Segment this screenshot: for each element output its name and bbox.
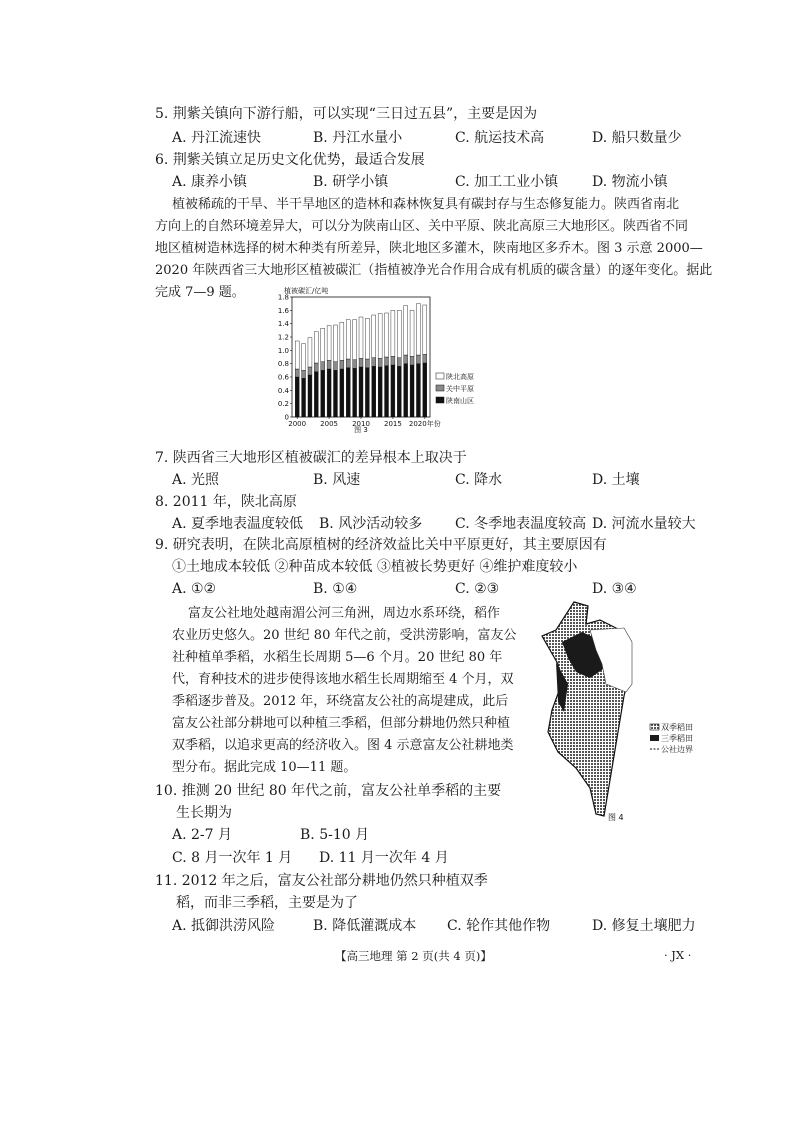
- bar-north-2010: [359, 317, 363, 358]
- y-tick-label: 1.4: [277, 320, 289, 329]
- bar-south-2003: [314, 372, 318, 417]
- passage1-line-2: 方向上的自然环境差异大，可以分为陕南山区、关中平原、陕北高原三大地形区。陕西省不同: [155, 219, 689, 234]
- q9-option-a: A. ①②: [172, 581, 217, 597]
- q6-option-d: D. 物流小镇: [592, 174, 668, 190]
- legend-swatch: [436, 385, 444, 391]
- q5-stem: 5. 荆紫关镇向下游行船，可以实现“三日过五县”，主要是因为: [155, 106, 538, 122]
- legend-label: 陕南山区: [446, 397, 474, 405]
- passage2-line-7: 双季稻，以追求更高的经济收入。图 4 示意富友公社耕地类: [172, 738, 514, 753]
- carbon-sink-chart: [252, 283, 492, 435]
- bar-north-2005: [327, 326, 331, 361]
- bar-south-2013: [378, 367, 382, 417]
- bar-central-2015: [391, 356, 395, 365]
- q11-stem-2: 稻，而非三季稻，主要是为了: [176, 895, 358, 911]
- y-tick-label: 0: [284, 413, 289, 422]
- x-tick-label: 2010: [352, 420, 370, 428]
- bar-central-2005: [327, 360, 331, 369]
- bar-central-2001: [302, 370, 306, 378]
- bar-central-2014: [385, 357, 389, 366]
- map-caption: 图 4: [608, 813, 624, 822]
- bar-north-2009: [353, 320, 357, 360]
- passage2-line-3: 社种植单季稻，水稻生长周期 5—6 个月。20 世纪 80 年: [172, 650, 503, 665]
- bar-central-2012: [372, 358, 376, 367]
- q11-option-b: B. 降低灌溉成本: [313, 918, 417, 934]
- y-tick-label: 0.2: [277, 400, 289, 409]
- bar-north-2012: [372, 315, 376, 358]
- passage1-line-4: 2020 年陕西省三大地形区植被碳汇（指植被净光合作用合成有机质的碳含量）的逐年变化。据此: [155, 263, 713, 278]
- passage2-line-8: 型分布。据此完成 10—11 题。: [172, 760, 357, 775]
- q10-option-d: D. 11 月一次年 4 月: [319, 850, 449, 866]
- bar-south-2011: [365, 368, 369, 417]
- bar-north-2016: [397, 310, 401, 357]
- chart-caption: 图 3: [354, 426, 368, 434]
- bar-south-2007: [340, 369, 344, 417]
- footer-page: 【高三地理 第 2 页(共 4 页)】: [335, 949, 492, 963]
- q5-option-d: D. 船只数量少: [592, 130, 682, 146]
- passage1-line-1: 植被稀疏的干旱、半干旱地区的造林和森林恢复具有碳封存与生态修复能力。陕西省南北: [172, 197, 680, 212]
- passage2-line-5: 季稻逐步普及。2012 年，环绕富友公社的高堤建成，此后: [172, 694, 509, 709]
- bar-south-2009: [353, 368, 357, 417]
- q8-option-c: C. 冬季地表温度较高: [455, 516, 587, 532]
- bar-north-2001: [302, 344, 306, 371]
- q11-option-c: C. 轮作其他作物: [447, 918, 551, 934]
- q8-option-b: B. 风沙活动较多: [319, 516, 423, 532]
- bar-south-2016: [397, 366, 401, 417]
- y-tick-label: 0.4: [277, 386, 289, 395]
- bar-south-2001: [302, 378, 306, 417]
- legend-swatch: [436, 373, 444, 379]
- q9-option-c: C. ②③: [455, 581, 500, 597]
- bar-south-2008: [346, 368, 350, 417]
- q5-option-b: B. 丹江水量小: [313, 130, 403, 146]
- passage1-line-3: 地区植树造林选择的树木种类有所差异，陕北地区多灌木，陕南地区多乔木。图 3 示意 2000—: [155, 241, 703, 256]
- q9-stem: 9. 研究表明，在陕北高原植树的经济效益比关中平原更好，其主要原因有: [155, 537, 607, 553]
- bar-south-2002: [308, 375, 312, 417]
- q10-stem-1: 10. 推测 20 世纪 80 年代之前，富友公社单季稻的主要: [155, 783, 502, 799]
- q7-option-b: B. 风速: [313, 472, 361, 488]
- bar-central-2004: [321, 362, 325, 371]
- bar-south-2017: [404, 364, 408, 417]
- bar-south-2010: [359, 367, 363, 417]
- bar-south-2005: [327, 369, 331, 417]
- q8-option-a: A. 夏季地表温度较低: [172, 516, 304, 532]
- bar-central-2003: [314, 363, 318, 372]
- bar-north-2019: [416, 304, 420, 355]
- q6-option-a: A. 康养小镇: [172, 174, 248, 190]
- q9-option-b: B. ①④: [313, 581, 358, 597]
- bar-north-2018: [410, 310, 414, 356]
- bar-central-2013: [378, 358, 382, 367]
- x-tick-label: 2020年份: [408, 420, 441, 428]
- y-tick-label: 0.8: [277, 360, 289, 369]
- bar-north-2020: [423, 305, 427, 354]
- y-axis-label: 植被碳汇/亿吨: [284, 287, 329, 295]
- x-tick-label: 2015: [383, 420, 402, 428]
- q5-option-c: C. 航运技术高: [455, 130, 545, 146]
- bar-central-2008: [346, 359, 350, 368]
- q7-option-c: C. 降水: [455, 472, 503, 488]
- bar-north-2004: [321, 328, 325, 361]
- q8-option-d: D. 河流水量较大: [592, 516, 696, 532]
- x-tick-label: 2000: [288, 420, 307, 428]
- bar-north-2014: [385, 313, 389, 357]
- passage2-line-6: 富友公社部分耕地可以种植三季稻，但部分耕地仍然只种植: [172, 716, 511, 731]
- bar-central-2009: [353, 360, 357, 369]
- passage2-line-2: 农业历史悠久。20 世纪 80 年代之前，受洪涝影响，富友公: [172, 628, 517, 643]
- legend-double-crop: 双季稻田: [661, 723, 693, 732]
- bar-north-2008: [346, 320, 350, 359]
- bar-north-2002: [308, 338, 312, 367]
- footer-code: · JX ·: [664, 948, 692, 962]
- y-tick-label: 1.8: [277, 293, 289, 302]
- bar-central-2007: [340, 360, 344, 369]
- q10-option-c: C. 8 月一次年 1 月: [172, 850, 293, 866]
- q6-option-b: B. 研学小镇: [313, 174, 389, 190]
- q11-option-a: A. 抵御洪涝风险: [172, 918, 276, 934]
- bar-central-2018: [410, 356, 414, 365]
- bar-central-2017: [404, 355, 408, 364]
- bar-south-2006: [333, 370, 337, 417]
- bar-central-2006: [333, 362, 337, 371]
- legend-label: 陕北高原: [446, 373, 474, 381]
- bar-north-2011: [365, 318, 369, 359]
- y-tick-label: 0.6: [277, 373, 289, 382]
- bar-north-2013: [378, 314, 382, 359]
- legend-swatch: [436, 397, 444, 403]
- bar-central-2011: [365, 359, 369, 368]
- bar-central-2010: [359, 358, 363, 367]
- legend-boundary: 公社边界: [661, 745, 693, 754]
- bar-central-2000: [295, 369, 299, 377]
- legend-label: 关中平原: [446, 385, 474, 393]
- bar-south-2004: [321, 370, 325, 417]
- bar-north-2007: [340, 322, 344, 360]
- passage2-line-4: 代，育种技术的进步使得该地水稻生长周期缩至 4 个月，双: [172, 672, 514, 687]
- q7-option-a: A. 光照: [172, 472, 220, 488]
- q11-option-d: D. 修复土壤肥力: [592, 918, 696, 934]
- q10-stem-2: 生长期为: [176, 805, 232, 821]
- bar-central-2002: [308, 367, 312, 375]
- commune-map: [528, 592, 708, 824]
- q10-option-b: B. 5-10 月: [300, 827, 370, 843]
- y-tick-label: 1.0: [277, 346, 289, 355]
- q7-stem: 7. 陕西省三大地形区植被碳汇的差异根本上取决于: [155, 450, 467, 466]
- legend-triple-crop: 三季稻田: [661, 734, 693, 743]
- q9-items: ①土地成本较低 ②种苗成本较低 ③植被长势更好 ④维护难度较小: [172, 559, 578, 575]
- q11-stem-1: 11. 2012 年之后，富友公社部分耕地仍然只种植双季: [155, 873, 488, 889]
- bar-south-2012: [372, 366, 376, 417]
- q8-stem: 8. 2011 年，陕北高原: [155, 494, 297, 510]
- bar-south-2000: [295, 377, 299, 417]
- passage2-line-1: 富友公社地处越南湄公河三角洲，周边水系环绕，稻作: [188, 606, 501, 621]
- bar-north-2017: [404, 306, 408, 355]
- bar-central-2016: [397, 358, 401, 367]
- x-tick-label: 2005: [320, 420, 339, 428]
- q9-option-d: D. ③④: [592, 581, 637, 597]
- bar-north-2000: [295, 341, 299, 369]
- bar-south-2018: [410, 365, 414, 417]
- bar-south-2020: [423, 363, 427, 417]
- y-tick-label: 1.6: [277, 306, 289, 315]
- passage1-line-5: 完成 7—9 题。: [155, 285, 245, 300]
- q7-option-d: D. 土壤: [592, 472, 640, 488]
- y-tick-label: 1.2: [277, 333, 289, 342]
- bar-north-2003: [314, 332, 318, 363]
- bar-north-2015: [391, 310, 395, 356]
- bar-south-2015: [391, 365, 395, 417]
- q5-option-a: A. 丹江流速快: [172, 130, 262, 146]
- bar-north-2006: [333, 325, 337, 362]
- bar-central-2020: [423, 354, 427, 363]
- bar-south-2014: [385, 366, 389, 417]
- bar-south-2019: [416, 364, 420, 417]
- bar-central-2019: [416, 355, 420, 364]
- q10-option-a: A. 2-7 月: [172, 827, 233, 843]
- q6-option-c: C. 加工工业小镇: [455, 174, 559, 190]
- q6-stem: 6. 荆紫关镇立足历史文化优势，最适合发展: [155, 152, 425, 168]
